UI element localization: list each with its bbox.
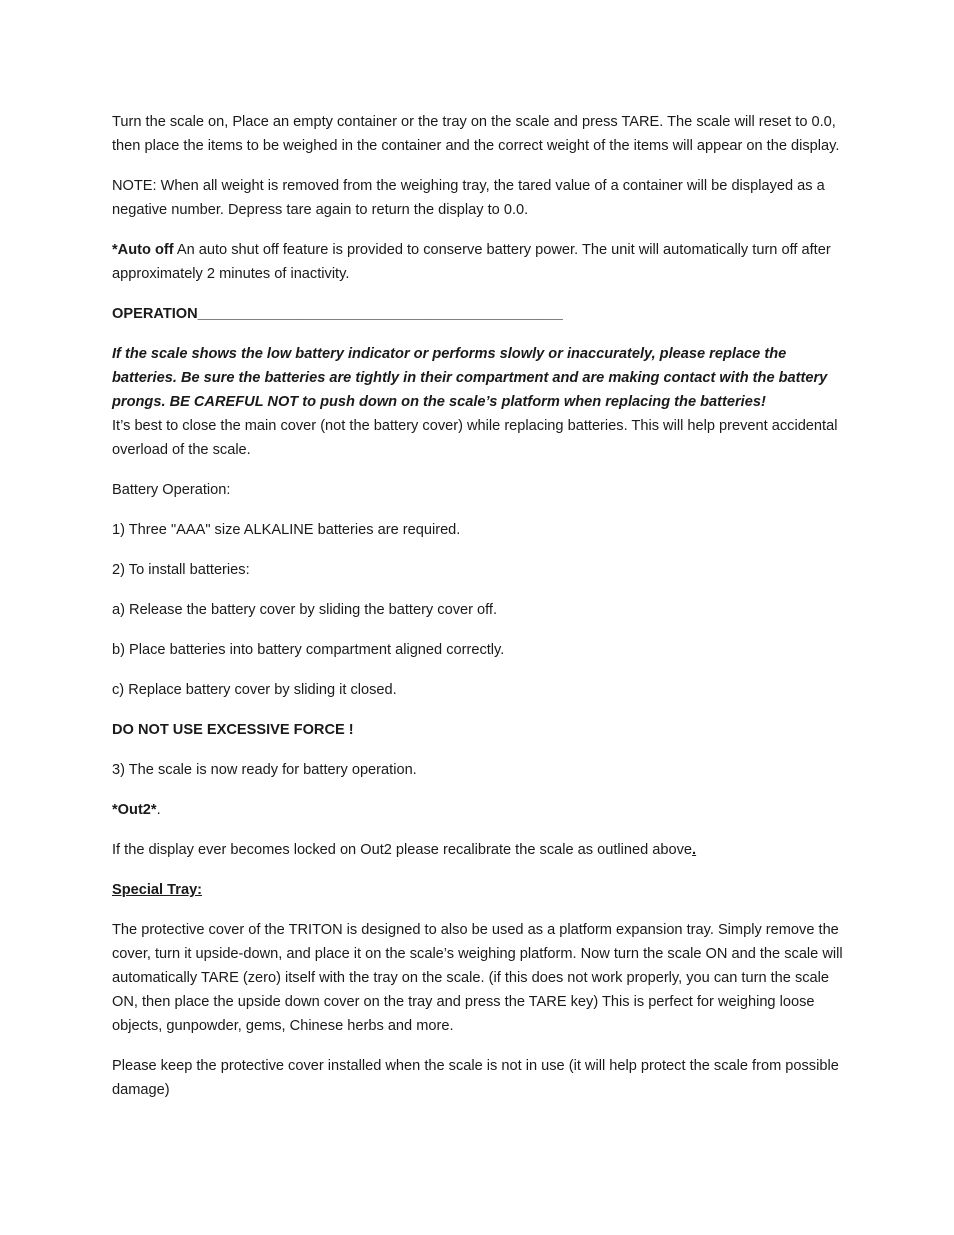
battery-operation-label: Battery Operation: [112,482,231,498]
auto-off-label: *Auto off [112,242,174,258]
force-warning: DO NOT USE EXCESSIVE FORCE ! [112,722,354,738]
out2-text-end: . [692,842,697,858]
battery-warning-plain: It’s best to close the main cover (not the battery cover) while replacing batteries. This will help prevent accidental overload of the scale. [112,418,838,458]
battery-warning-bold: If the scale shows the low battery indicator or performs slowly or inaccurately, please replace the batteries. Be sure the batteries are tightly in their compartment and are making contact with the battery prongs. BE CAREFUL NOT to push down on the scale’s platform when replacing the batteries! [112,346,828,410]
document-page [112,110,848,1118]
auto-off-text: An auto shut off feature is provided to conserve battery power. The unit will automatically turn off after approximately 2 minutes of inactivity. [112,242,831,282]
auto-off-paragraph [112,238,848,286]
out2-heading [112,798,848,822]
out2-label: *Out2* [112,802,157,818]
step-1: 1) Three "AAA" size ALKALINE batteries are required. [112,522,461,538]
special-tray-heading: Special Tray: [112,882,203,898]
step-2b: b) Place batteries into battery compartment aligned correctly. [112,642,505,658]
step-3: 3) The scale is now ready for battery operation. [112,762,417,778]
note-paragraph: NOTE: When all weight is removed from the weighing tray, the tared value of a container will be displayed as a negative number. Depress tare again to return the display to 0.0. [112,178,825,218]
tare-paragraph: Turn the scale on, Place an empty container or the tray on the scale and press TARE. The scale will reset to 0.0, then place the items to be weighed in the container and the correct weight of the items will appear on the display. [112,114,840,154]
out2-suffix: . [156,802,161,818]
keep-cover-paragraph: Please keep the protective cover installed when the scale is not in use (it will help protect the scale from possible damage) [112,1058,839,1098]
step-2: 2) To install batteries: [112,562,250,578]
special-tray-paragraph: The protective cover of the TRITON is designed to also be used as a platform expansion tray. Simply remove the cover, turn it upside-down, and place it on the scale’s weighing platform. Now turn the scale ON and the scale will automatically TARE (zero) itself with the tray on the scale. (if this does not work properly, you can turn the scale ON, then place the upside down cover on the tray and press the TARE key) This is perfect for weighing loose objects, gunpowder, gems, Chinese herbs and more. [112,922,843,1034]
operation-heading: OPERATION_____________________________________________ [112,306,563,322]
step-2a: a) Release the battery cover by sliding the battery cover off. [112,602,498,618]
step-2c: c) Replace battery cover by sliding it closed. [112,682,397,698]
battery-warning-paragraph [112,342,848,462]
out2-text: If the display ever becomes locked on Out2 please recalibrate the scale as outlined above [112,842,693,858]
out2-paragraph [112,838,848,862]
